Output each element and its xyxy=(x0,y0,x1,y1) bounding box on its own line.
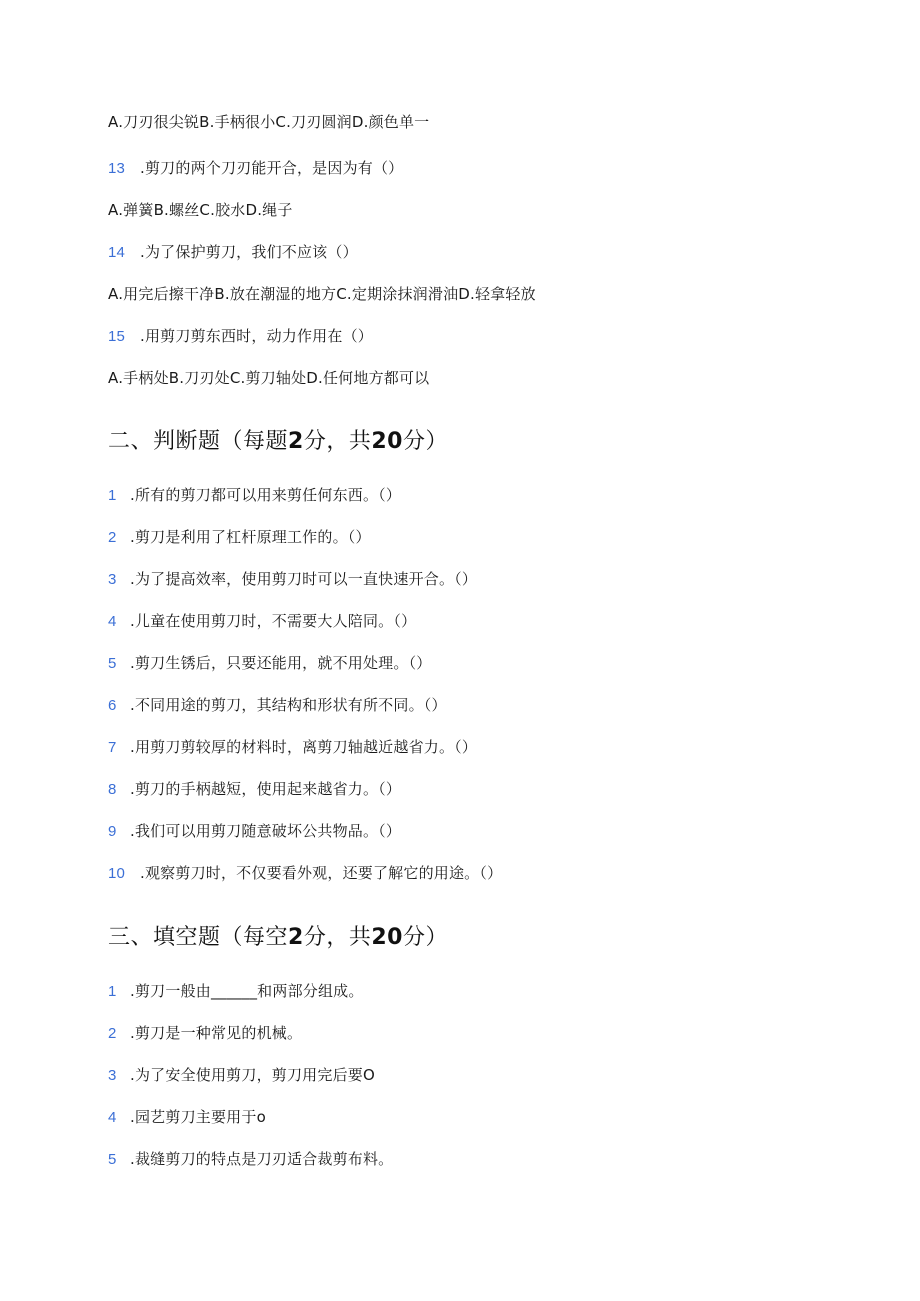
item-number: 4 xyxy=(108,1109,117,1126)
tf-item-9 xyxy=(108,821,401,842)
item-number: 9 xyxy=(108,823,117,840)
section-heading-true-false xyxy=(108,428,448,456)
item-text: .剪刀是一种常见的机械。 xyxy=(130,1024,303,1042)
fill-item-1 xyxy=(108,981,364,1002)
item-text: .剪刀一般由______和两部分组成。 xyxy=(130,982,364,1000)
fill-item-2 xyxy=(108,1023,302,1044)
tf-item-8 xyxy=(108,779,401,800)
question-13 xyxy=(108,158,403,179)
question-number: 13 xyxy=(108,160,126,177)
question-text: .剪刀的两个刀刃能开合，是因为有（） xyxy=(140,159,404,177)
options-text: A.手柄处B.刀刃处C.剪刀轴处D.任何地方都可以 xyxy=(108,369,430,387)
item-text: .为了安全使用剪刀，剪刀用完后要O xyxy=(130,1066,375,1084)
item-text: .所有的剪刀都可以用来剪任何东西。（） xyxy=(130,486,402,504)
item-text: .不同用途的剪刀，其结构和形状有所不同。（） xyxy=(130,696,447,714)
heading-text: 分，共 xyxy=(303,429,372,454)
options-line-15 xyxy=(108,368,429,388)
question-number: 14 xyxy=(108,244,126,261)
heading-number: 20 xyxy=(371,925,403,950)
tf-item-7 xyxy=(108,737,477,758)
question-text: .用剪刀剪东西时，动力作用在（） xyxy=(140,327,373,345)
item-number: 3 xyxy=(108,1067,117,1084)
options-line-14 xyxy=(108,284,536,304)
item-text: .裁缝剪刀的特点是刀刃适合裁剪布料。 xyxy=(130,1150,394,1168)
item-number: 1 xyxy=(108,983,117,1000)
item-number: 6 xyxy=(108,697,117,714)
tf-item-10 xyxy=(108,863,502,884)
item-text: .为了提高效率，使用剪刀时可以一直快速开合。（） xyxy=(130,570,478,588)
item-text: .儿童在使用剪刀时，不需要大人陪同。（） xyxy=(130,612,417,630)
item-number: 8 xyxy=(108,781,117,798)
tf-item-1 xyxy=(108,485,401,506)
heading-text: 二、判断题（每题 xyxy=(108,429,289,454)
item-number: 2 xyxy=(108,529,117,546)
tf-item-2 xyxy=(108,527,371,548)
item-number: 7 xyxy=(108,739,117,756)
question-text: .为了保护剪刀，我们不应该（） xyxy=(140,243,358,261)
question-15 xyxy=(108,326,373,347)
item-number: 1 xyxy=(108,487,117,504)
options-text: A.用完后擦干净B.放在潮湿的地方C.定期涂抹润滑油D.轻拿轻放 xyxy=(108,285,536,303)
item-number: 3 xyxy=(108,571,117,588)
heading-text: 分） xyxy=(402,429,448,454)
item-text: .我们可以用剪刀随意破坏公共物品。（） xyxy=(130,822,402,840)
item-text: .园艺剪刀主要用于o xyxy=(130,1108,266,1126)
fill-item-4 xyxy=(108,1107,266,1128)
item-number: 5 xyxy=(108,1151,117,1168)
options-line-13 xyxy=(108,200,293,220)
item-number: 5 xyxy=(108,655,117,672)
tf-item-5 xyxy=(108,653,431,674)
question-number: 15 xyxy=(108,328,126,345)
section-heading-fill-blank xyxy=(108,924,448,952)
options-line-12 xyxy=(108,112,429,132)
heading-number: 2 xyxy=(288,429,304,454)
question-14 xyxy=(108,242,358,263)
item-number: 10 xyxy=(108,865,126,882)
item-text: .剪刀生锈后，只要还能用，就不用处理。（） xyxy=(130,654,432,672)
heading-text: 分） xyxy=(402,925,448,950)
item-text: .剪刀是利用了杠杆原理工作的。（） xyxy=(130,528,371,546)
tf-item-6 xyxy=(108,695,447,716)
heading-number: 2 xyxy=(288,925,304,950)
fill-item-5 xyxy=(108,1149,393,1170)
item-text: .剪刀的手柄越短，使用起来越省力。（） xyxy=(130,780,402,798)
options-text: A.弹簧B.螺丝C.胶水D.绳子 xyxy=(108,201,293,219)
item-number: 4 xyxy=(108,613,117,630)
heading-text: 三、填空题（每空 xyxy=(108,925,289,950)
item-number: 2 xyxy=(108,1025,117,1042)
item-text: .观察剪刀时，不仅要看外观，还要了解它的用途。（） xyxy=(140,864,503,882)
heading-number: 20 xyxy=(371,429,403,454)
fill-item-3 xyxy=(108,1065,375,1086)
options-text: A.刀刃很尖锐B.手柄很小C.刀刃圆润D.颜色单一 xyxy=(108,113,430,131)
heading-text: 分，共 xyxy=(303,925,372,950)
tf-item-4 xyxy=(108,611,416,632)
item-text: .用剪刀剪较厚的材料时，离剪刀轴越近越省力。（） xyxy=(130,738,478,756)
tf-item-3 xyxy=(108,569,477,590)
